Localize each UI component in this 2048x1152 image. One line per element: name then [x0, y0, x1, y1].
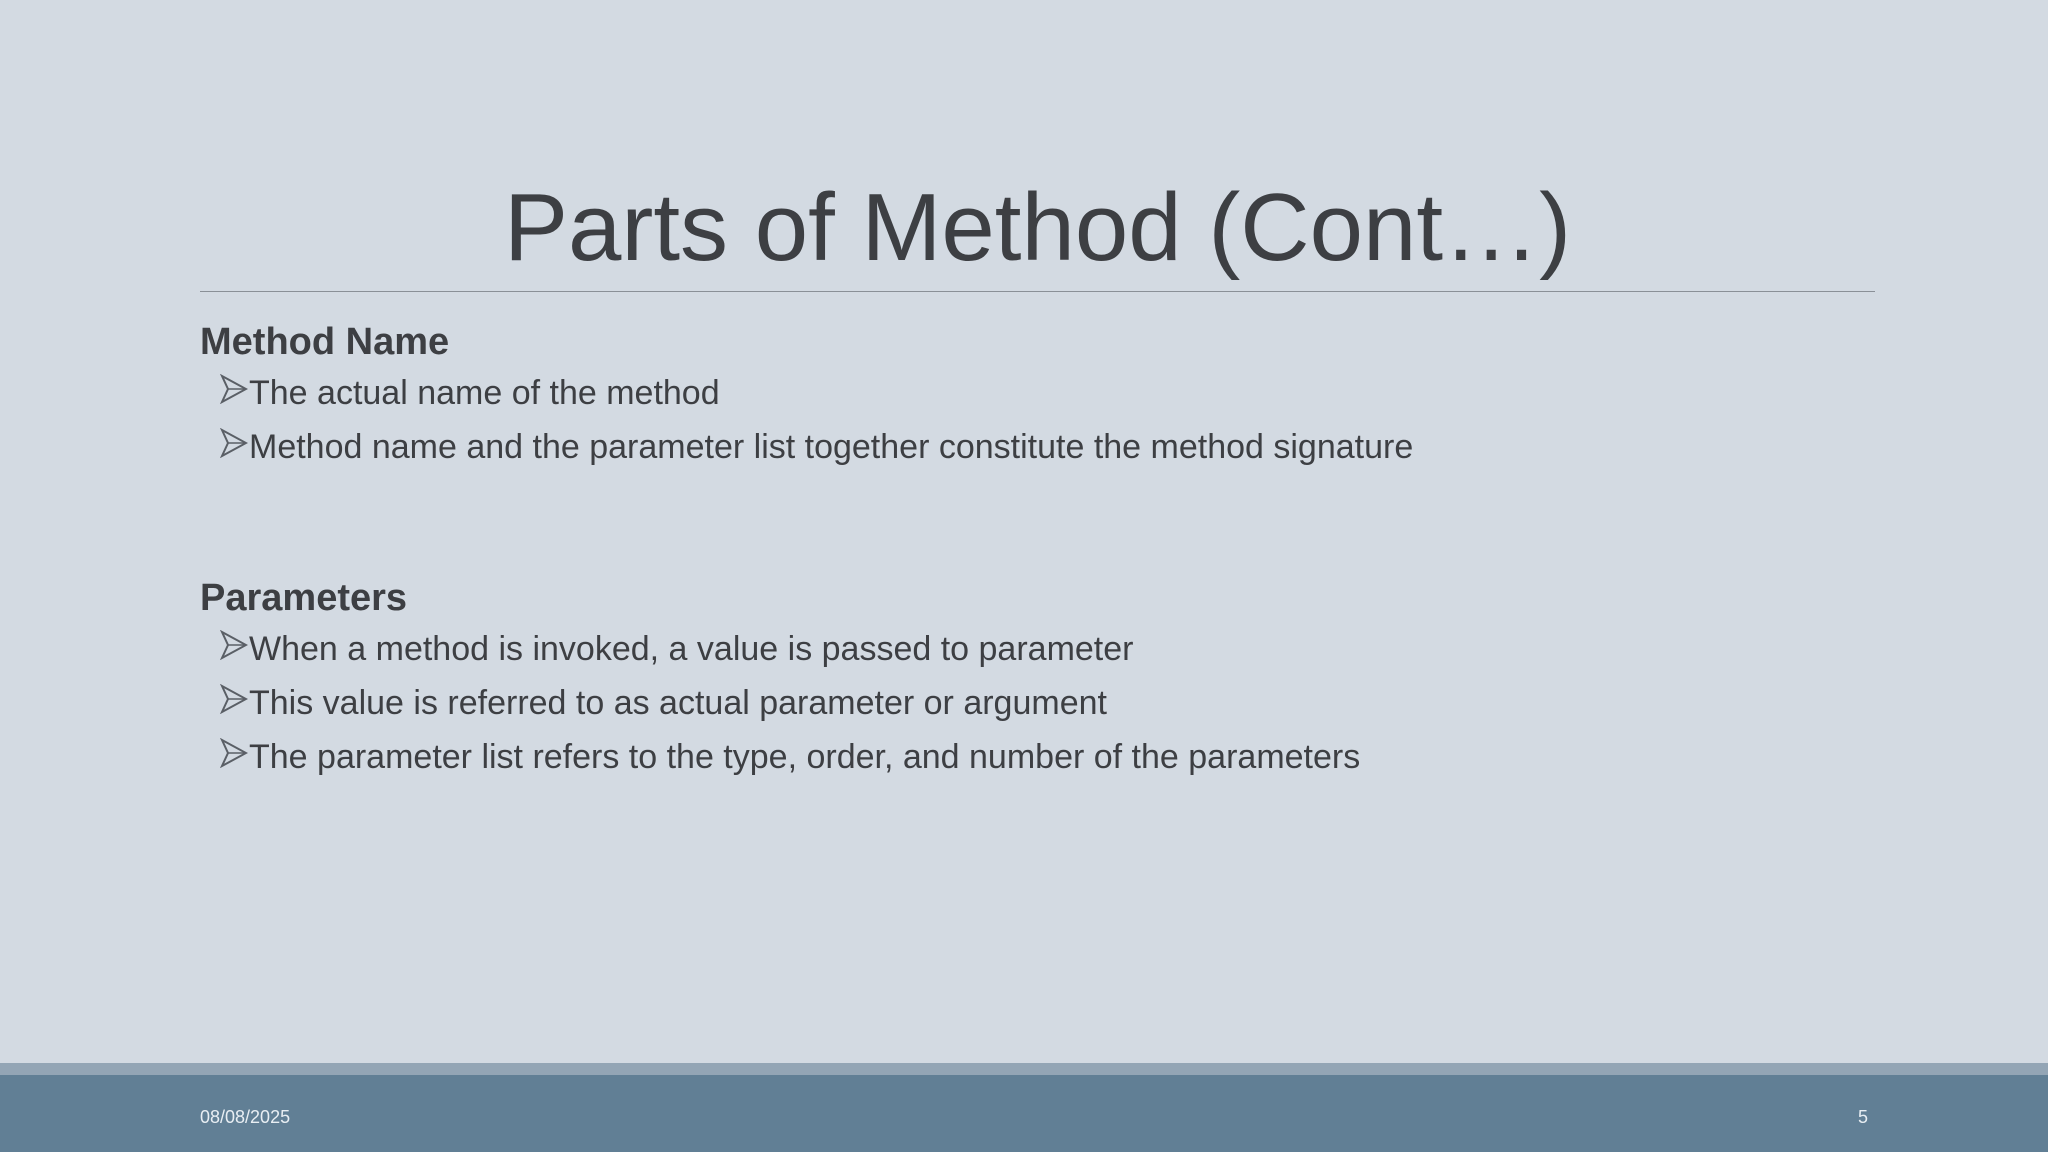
footer-accent-stripe [0, 1063, 2048, 1075]
list-item [200, 730, 1875, 784]
arrow-bullet-icon [220, 374, 248, 404]
arrow-bullet-icon [220, 738, 248, 768]
list-item [200, 676, 1875, 730]
bullet-list [200, 622, 1875, 784]
slide-number: 5 [1857, 1107, 1868, 1127]
footer-date: 08/08/2025 [200, 1107, 291, 1127]
arrow-bullet-icon [220, 428, 248, 458]
bullet-text: When a method is invoked, a value is passed to parameter [249, 630, 1134, 668]
section-parameters [200, 574, 1875, 784]
footer-bar [0, 1075, 2048, 1152]
section-heading: Parameters [200, 577, 408, 619]
bullet-list [200, 366, 1875, 474]
list-item [200, 366, 1875, 420]
arrow-bullet-icon [220, 630, 248, 660]
bullet-text: This value is referred to as actual parameter or argument [249, 684, 1107, 722]
list-item [200, 420, 1875, 474]
bullet-text: Method name and the parameter list together constitute the method signature [249, 428, 1414, 466]
section-method-name [200, 318, 1875, 474]
bullet-text: The parameter list refers to the type, order, and number of the parameters [249, 738, 1361, 776]
list-item [200, 622, 1875, 676]
arrow-bullet-icon [220, 684, 248, 714]
title-divider [200, 291, 1875, 292]
bullet-text: The actual name of the method [249, 374, 720, 412]
section-heading: Method Name [200, 321, 450, 363]
slide-title: Parts of Method (Cont…) [503, 174, 1572, 281]
